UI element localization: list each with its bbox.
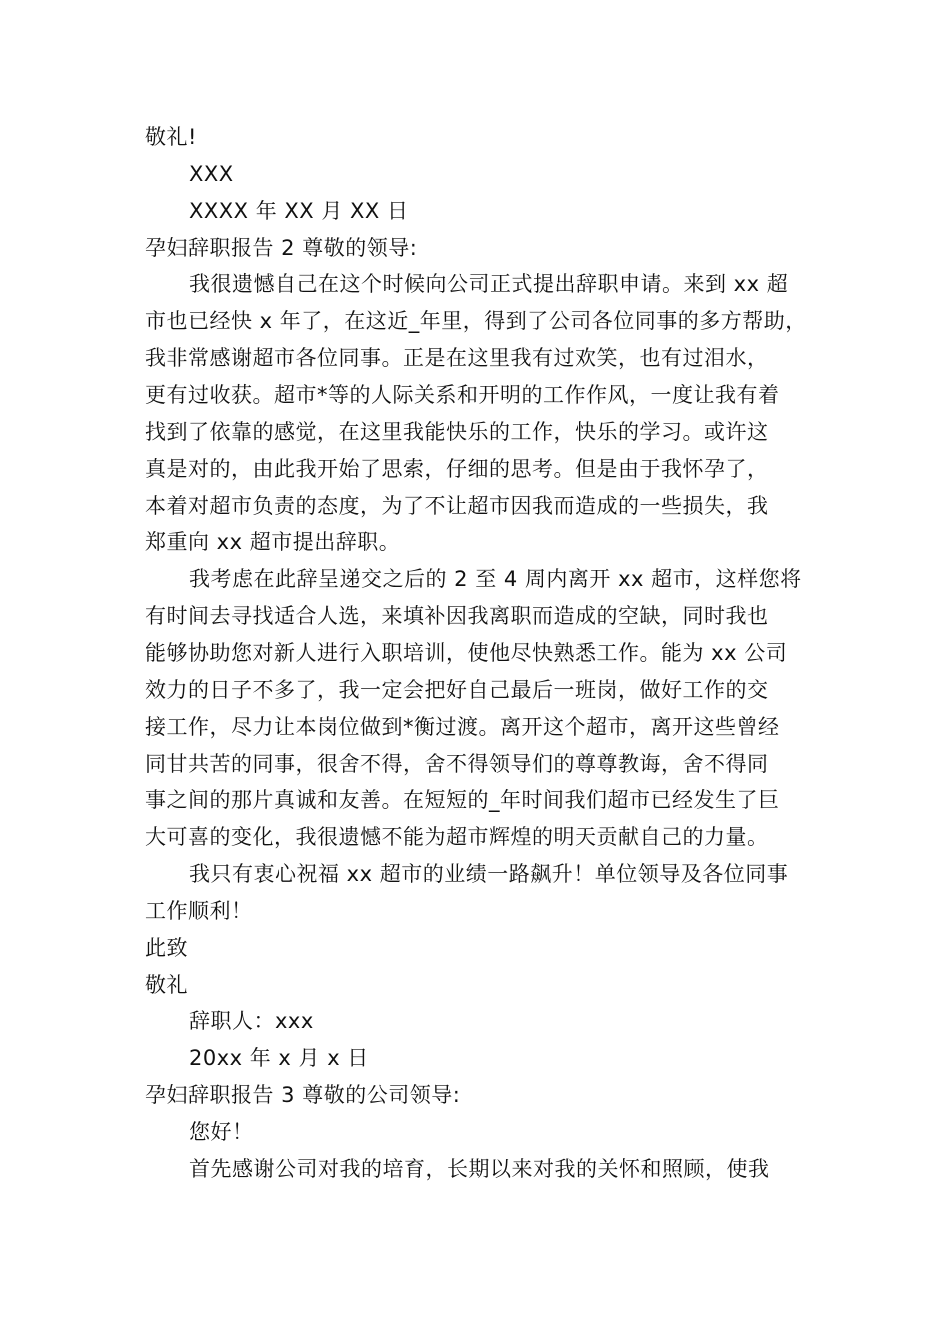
text-line: 大可喜的变化，我很遗憾不能为超市辉煌的明天贡献自己的力量。 [145,825,769,850]
text-line: XXXX 年 XX 月 XX 日 [189,198,409,223]
text-line: 首先感谢公司对我的培育，长期以来对我的关怀和照顾，使我 [189,1156,770,1181]
text-line: 我很遗憾自己在这个时候向公司正式提出辞职申请。来到 xx 超 [189,272,789,297]
text-line: XXX [189,161,234,186]
text-line: 效力的日子不多了，我一定会把好自己最后一班岗，做好工作的交 [145,677,769,702]
text-line: 20xx 年 x 月 x 日 [189,1046,369,1071]
text-line: 孕妇辞职报告 3 尊敬的公司领导: [145,1083,461,1108]
text-line: 郑重向 xx 超市提出辞职。 [145,530,401,555]
text-line: 有时间去寻找适合人选，来填补因我离职而造成的空缺，同时我也 [145,604,769,628]
text-line: 事之间的那片真诚和友善。在短短的_年时间我们超市已经发生了巨 [145,788,780,813]
text-line: 此致 [145,935,188,960]
text-line: 能够协助您对新人进行入职培训，使他尽快熟悉工作。能为 xx 公司 [145,640,788,665]
text-line: 敬礼 [145,972,188,997]
text-line: 工作顺利！ [145,898,253,923]
text-line: 敬礼! [145,125,197,149]
text-line: 更有过收获。超市*等的人际关系和开明的工作作风，一度让我有着 [145,382,780,407]
text-line: 辞职人：xxx [189,1009,314,1034]
text-line: 您好！ [189,1120,254,1144]
text-line: 我考虑在此辞呈递交之后的 2 至 4 周内离开 xx 超市，这样您将 [189,567,802,592]
text-line: 市也已经快 x 年了，在这近_年里，得到了公司各位同事的多方帮助， [145,309,807,334]
text-line: 孕妇辞职报告 2 尊敬的领导: [145,235,418,260]
text-line: 真是对的，由此我开始了思索，仔细的思考。但是由于我怀孕了， [145,456,769,481]
text-line: 我只有衷心祝福 xx 超市的业绩一路飙升！单位领导及各位同事 [189,862,789,886]
text-line: 同甘共苦的同事，很舍不得，舍不得领导们的尊尊教诲，舍不得同 [145,751,769,776]
text-line: 找到了依靠的感觉，在这里我能快乐的工作，快乐的学习。或许这 [145,419,769,444]
text-line: 我非常感谢超市各位同事。正是在这里我有过欢笑，也有过泪水， [145,346,769,371]
text-line: 接工作，尽力让本岗位做到*衡过渡。离开这个超市，离开这些曾经 [145,714,780,739]
text-line: 本着对超市负责的态度，为了不让超市因我而造成的一些损失，我 [145,493,769,518]
